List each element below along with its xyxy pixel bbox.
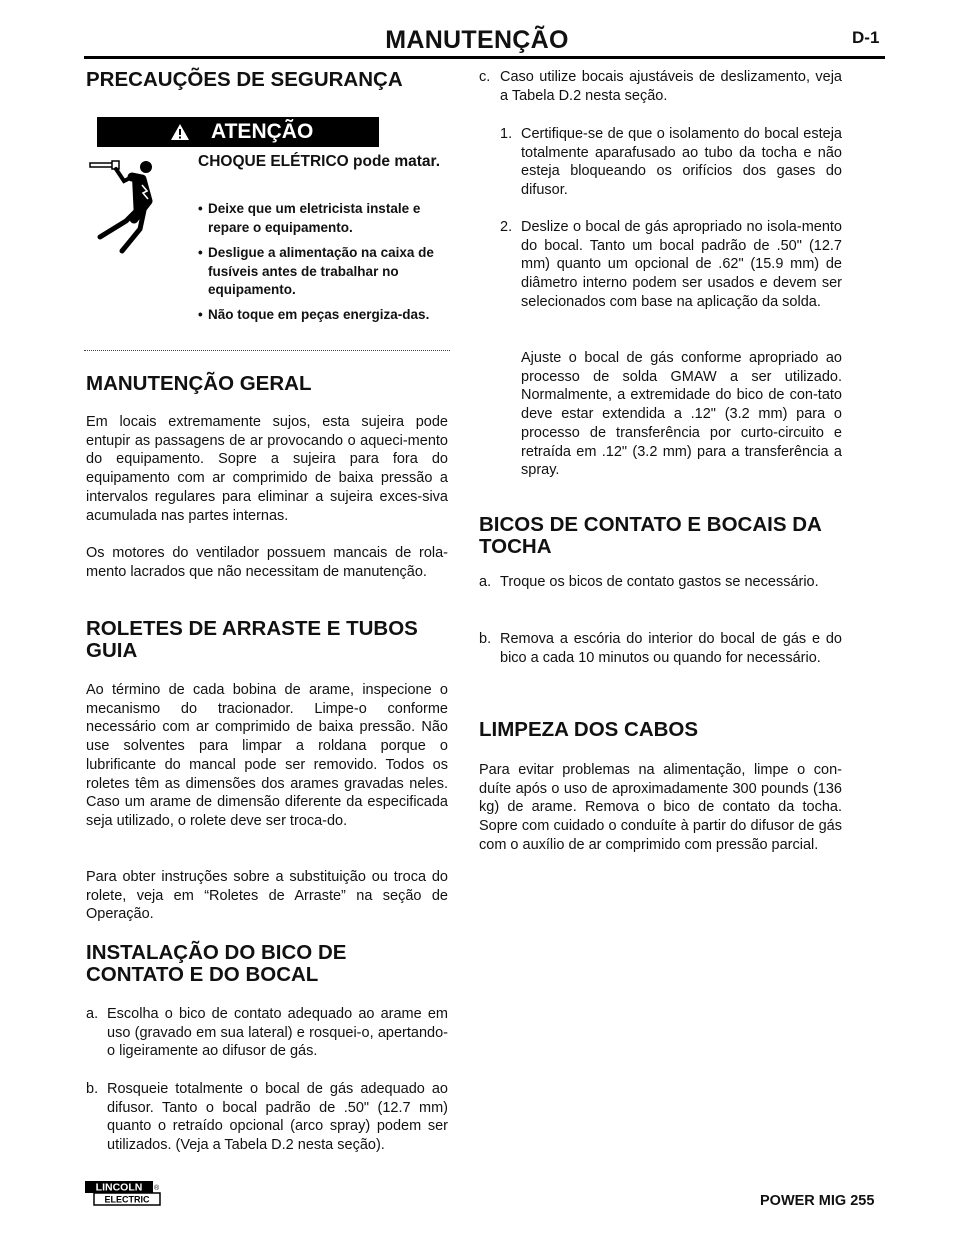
lincoln-electric-logo bbox=[84, 1180, 162, 1208]
section-divider bbox=[84, 350, 450, 351]
safety-bullet: • Deixe que um eletricista instale e repare o equipamento. bbox=[198, 200, 450, 237]
install-step-c1 bbox=[500, 125, 842, 200]
step-text: Deslize o bocal de gás apropriado no isola-mento do bocal. Tanto um bocal padrão de .50" (12.7 mm) quanto um opcional de .62" (15.9 mm) de diâmetro interno podem ser usados e devem ser selecionados com base na aplicação da solda. bbox=[521, 219, 842, 310]
page-number: D-1 bbox=[852, 28, 880, 47]
logo-registered-mark: ® bbox=[154, 1185, 160, 1192]
shock-warning-title: CHOQUE ELÉTRICO pode matar. bbox=[198, 153, 441, 170]
install-step-a bbox=[86, 1005, 448, 1061]
step-label: a. bbox=[86, 1006, 99, 1022]
general-heading: MANUTENÇÃO GERAL bbox=[86, 372, 312, 395]
rollers-paragraph-2: Para obter instruções sobre a substituição ou troca do rolete, veja em “Roletes de Arraste” na seção de Operação. bbox=[86, 869, 448, 923]
cables-heading: LIMPEZA DOS CABOS bbox=[479, 718, 699, 741]
install-step-c2-note: Ajuste o bocal de gás conforme apropriado ao processo de solda GMAW a ser utilizado. Normalmente, a extremidade do bico de con-tato deve estar extendida a .12" (3.2 mm) para o processo de transferência por curto-circuito e retraída em .12" (3.2 mm) para a transferência a spray. bbox=[521, 350, 842, 479]
install-step-c2 bbox=[500, 218, 842, 312]
step-label: b. bbox=[479, 631, 492, 647]
step-text: Caso utilize bocais ajustáveis de deslizamento, veja a Tabela D.2 nesta seção. bbox=[500, 69, 842, 104]
step-label: b. bbox=[86, 1081, 99, 1097]
step-label: c. bbox=[479, 69, 491, 85]
rollers-heading: ROLETES DE ARRASTE E TUBOS GUIA bbox=[86, 617, 418, 662]
safety-bullet-text: Não toque em peças energiza-das. bbox=[208, 307, 430, 322]
safety-heading: PRECAUÇÕES DE SEGURANÇA bbox=[86, 68, 403, 91]
header-rule bbox=[84, 56, 885, 59]
tips-step-a bbox=[479, 573, 842, 592]
electric-shock-icon bbox=[88, 155, 166, 257]
logo-text-top: LINCOLN bbox=[95, 1181, 143, 1194]
general-paragraph-2: Os motores do ventilador possuem mancais de rola-mento lacrados que não necessitam de manutenção. bbox=[86, 545, 448, 580]
cables-paragraph: Para evitar problemas na alimentação, limpe o con-duíte após o uso de aproximadamente 300 pounds (136 kg) de arame. Remova o bico de contato da tocha. Sopre com cuidado o conduíte à partir do difusor de gás com o auxílio de ar comprimido com pressão parcial. bbox=[479, 762, 842, 853]
model-name: POWER MIG 255 bbox=[760, 1193, 875, 1209]
rollers-paragraph-1: Ao término de cada bobina de arame, inspecione o mecanismo do tracionador. Limpe-o conforme necessário com ar comprimido de baixa pressão. Não use solventes para limpar a roldana porque o lubrificante do mancal pode ser removido. Todos os roletes têm as dimensões dos arames gravadas neles. Caso um arame de dimensão diferente da especificada seja utilizado, o rolete deve ser troca-do. bbox=[86, 682, 448, 829]
install-step-b bbox=[86, 1080, 448, 1155]
general-paragraph-1: Em locais extremamente sujos, esta sujeira pode entupir as passagens de ar provocando o aqueci-mento do equipamento. Sopre a sujeira para fora do equipamento com ar comprimido de baixa pressão a intervalos regulares para eliminar a sujeira exces-siva acumulada nas partes internas. bbox=[86, 414, 448, 524]
page-title: MANUTENÇÃO bbox=[385, 26, 569, 54]
step-text: Remova a escória do interior do bocal de gás e do bico a cada 10 minutos ou quando for necessário. bbox=[500, 631, 842, 666]
step-text: Troque os bicos de contato gastos se necessário. bbox=[500, 574, 819, 590]
install-step-c bbox=[479, 68, 842, 105]
step-text: Rosqueie totalmente o bocal de gás adequado ao difusor. Tanto o bocal padrão de .50" (12.7 mm) quanto o retraído opcional (arco spray) podem ser utilizados. (Veja a Tabela D.2 nesta seção). bbox=[107, 1081, 448, 1154]
step-label: 1. bbox=[500, 126, 513, 142]
warning-bar bbox=[97, 117, 379, 147]
safety-bullet-text: Desligue a alimentação na caixa de fusíveis antes de trabalhar no equipamento. bbox=[208, 245, 434, 297]
logo-text-bottom: ELECTRIC bbox=[104, 1194, 150, 1205]
step-text: Escolha o bico de contato adequado ao arame em uso (gravado em sua lateral) e rosquei-o, apertando-o ligeiramente ao difusor de gás. bbox=[107, 1006, 448, 1060]
step-label: a. bbox=[479, 574, 492, 590]
tips-step-b bbox=[479, 630, 842, 667]
step-label: 2. bbox=[500, 219, 513, 235]
warning-triangle-icon bbox=[170, 123, 190, 141]
safety-bullet-text: Deixe que um eletricista instale e repare o equipamento. bbox=[208, 201, 421, 235]
safety-bullet: • Não toque em peças energiza-das. bbox=[198, 306, 450, 325]
install-heading: INSTALAÇÃO DO BICO DE CONTATO E DO BOCAL bbox=[86, 941, 347, 986]
warning-label: ATENÇÃO bbox=[211, 120, 314, 143]
step-text: Certifique-se de que o isolamento do bocal esteja totalmente aparafusado ao tubo da tocha e não esteja bloqueando os orifícios dos gases do difusor. bbox=[521, 126, 842, 199]
safety-bullet: • Desligue a alimentação na caixa de fusíveis antes de trabalhar no equipamento. bbox=[198, 244, 450, 300]
tips-heading: BICOS DE CONTATO E BOCAIS DA TOCHA bbox=[479, 513, 822, 558]
